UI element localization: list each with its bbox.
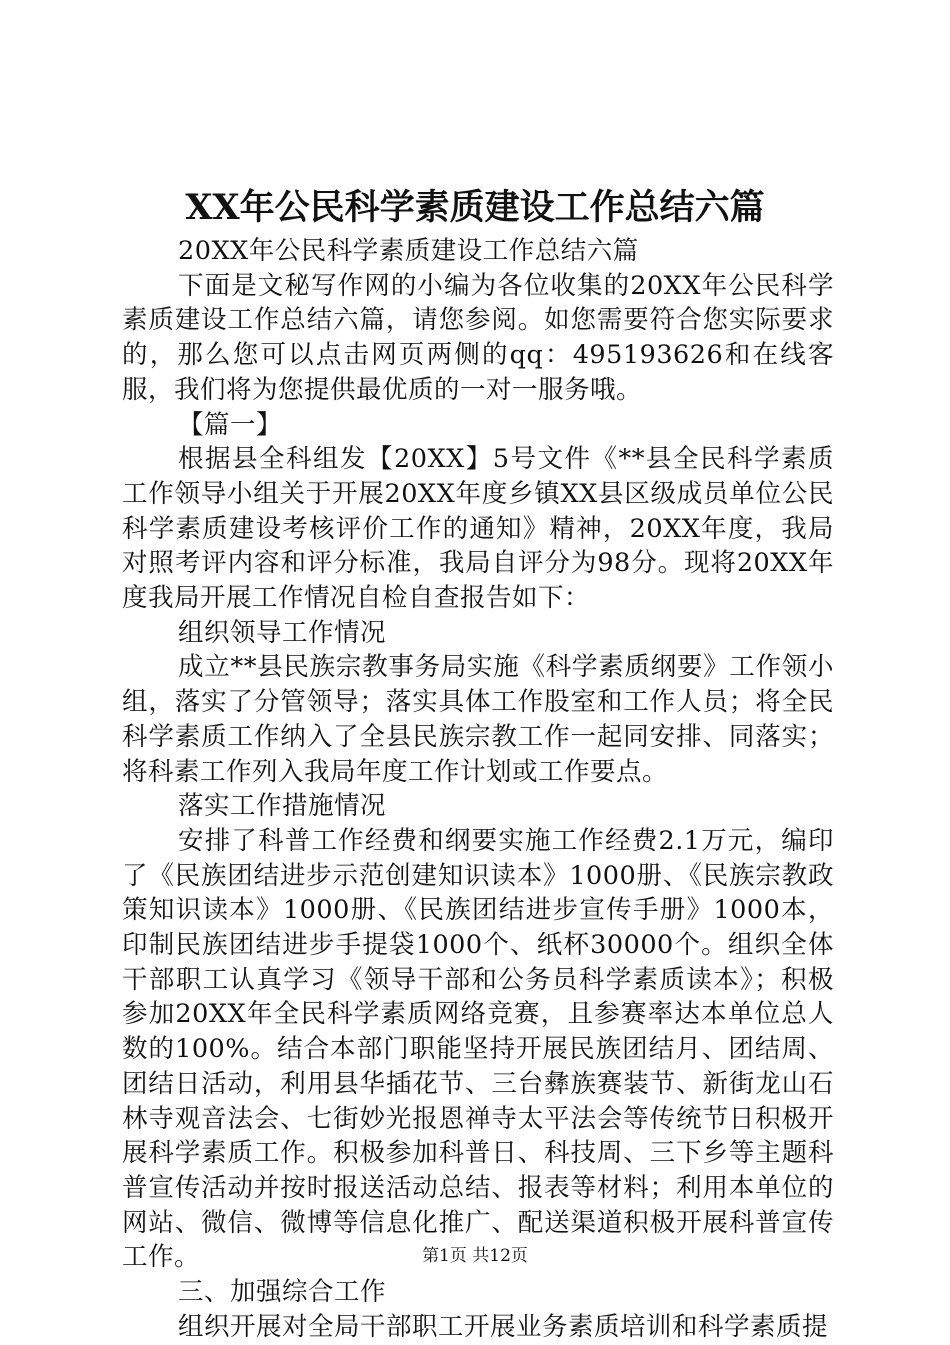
document-title: XX年公民科学素质建设工作总结六篇 [185,187,765,228]
page-footer: 第1页 共12页 [422,1246,528,1266]
paragraph-measures: 安排了科普工作经费和纲要实施工作经费2.1万元，编印了《民族团结进步示范创建知识读本》1000册、《民族宗教政策知识读本》1000册、《民族团结进步宣传手册》1000本，印制民族团结进步手提袋1000个、纸杯30000个。组织全体干部职工认真学习《领导干部和公务员科学素质读本》；积极参加20XX年全民科学素质网络竞赛，且参赛率达本单位总人数的100%。结合本部门职能坚持开展民族团结月、团结周、团结日活动，利用县华插花节、三台彝族赛装节、新街龙山石林寺观音法会、七街妙光报恩禅寺太平法会等传统节日积极开展科学素质工作。积极参加科普日、科技周、三下乡等主题科普宣传活动并按时报送活动总结、报表等材料；利用本单位的网站、微信、微博等信息化推广、配送渠道积极开展科普宣传工作。 [122,825,834,1273]
section-heading-part-one: 【篇一】 [178,409,283,440]
paragraph-basis: 根据县全科组发【20XX】5号文件《**县全民科学素质工作领导小组关于开展20XX年度乡镇XX县区级成员单位公民科学素质建设考核评价工作的通知》精神，20XX年度，我局对照考评内容和评分标准，我局自评分为98分。现将20XX年度我局开展工作情况自检自查报告如下： [122,444,834,614]
section-heading-leadership: 组织领导工作情况 [178,617,387,648]
section-heading-comprehensive: 三、加强综合工作 [178,1277,387,1308]
section-heading-measures: 落实工作措施情况 [178,791,387,822]
paragraph-subtitle: 20XX年公民科学素质建设工作总结六篇 [178,236,639,266]
paragraph-comprehensive: 组织开展对全局干部职工开展业务素质培训和科学素质提 [178,1311,829,1342]
paragraph-intro: 下面是文秘写作网的小编为各位收集的20XX年公民科学素质建设工作总结六篇，请您参阅。如您需要符合您实际要求的，那么您可以点击网页两侧的qq：495193626和在线客服，我们将为您提供最优质的一对一服务哦。 [122,270,834,405]
paragraph-leadership: 成立**县民族宗教事务局实施《科学素质纲要》工作领小组，落实了分管领导；落实具体工作股室和工作人员；将全民科学素质工作纳入了全县民族宗教工作一起同安排、同落实；将科素工作列入我局年度工作计划或工作要点。 [122,652,834,787]
document-body [122,234,834,1345]
